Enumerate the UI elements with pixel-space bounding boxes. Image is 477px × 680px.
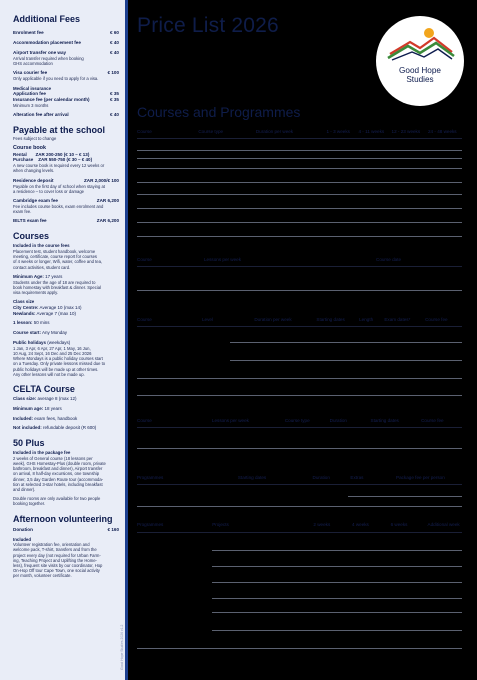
table-header: Course Lessons per week Course date xyxy=(137,252,462,267)
ielts-exam-row: IELTS exam fee ZAR 6,200 xyxy=(13,218,119,224)
logo-line1: Good Hope xyxy=(399,66,441,75)
application-fee-row: Application fee € 35 xyxy=(13,91,119,97)
courses-heading: Courses xyxy=(13,231,50,242)
donation-row: Donation € 160 xyxy=(13,526,119,532)
volunteering-heading: Afternoon volunteering xyxy=(13,513,113,524)
payable-heading: Payable at the school xyxy=(13,125,106,136)
table-online-courses xyxy=(137,252,462,267)
row-rule xyxy=(348,496,462,497)
course-start-row: Course start: Any Monday xyxy=(13,330,68,336)
celta-age-row: Minimum age: 18 years xyxy=(13,405,62,411)
row-rule xyxy=(230,360,462,361)
page-title: Price List 2026 xyxy=(137,14,279,37)
logo-line2: Studies xyxy=(406,75,434,84)
accommodation-fee-row: Accommodation placement fee € 40 xyxy=(13,40,119,45)
table-exam-courses xyxy=(137,312,462,327)
row-rule xyxy=(212,550,462,551)
additional-fees-heading: Additional Fees xyxy=(13,14,81,24)
row-rule xyxy=(137,236,462,237)
logo xyxy=(376,16,464,106)
cambridge-exam-row: Cambridge exam fee ZAR 6,200 xyxy=(13,198,119,204)
newlands-row: Newlands: Average 7 (max 10) xyxy=(13,310,76,316)
sidebar: Additional Fees Enrolment fee € 60 Accommodation placement fee € 40 Airport transfer one way € 40 Arrival transfer required when booking GHS accommodation Visa courier fee € 100 Only applicable if you need to apply for a visa. Medical insurance Application fee € 35 Insurance fee (per calendar month) € 35 Minimum 3 months Alteration fee after arrival € 40 Payable at the school Fees subject to change Course book Rental ZAR 200-250 (€ 10 – € 13) Purchase ZAR 550-750 (€ 30 – € 40) A new course book is required every 12 weeks or when changing levels. Residence deposit ZAR 2,000/€ 100 Payable on the first day of school when staying at a residence – to cover loss or damage Cambridge exam fee ZAR 6,200 Fee includes course books, exam enrolment and exam fee. IELTS exam fee ZAR 6,200 Courses Included in the course fees Placement test, student handbook, welcome meeting, certificate, course report for courses of 4 weeks or longer, Wifi, water, coffee and tea, contact activities, student card. Minimum Age: 17 years Students under the age of 18 are required to book homestay with breakfast & dinner. Special visa requirements apply. Class size City Centre: Average 10 (max 14) Newlands: Average 7 (max 10) 1 lesson: 50 mins Course start: Any Monday Public holidays (weekdays) 1 Jan, 3 Apr, 6 Apr, 27 Apr, 1 May, 16 Jun, 10 Aug, 24 Sept, 16 Dec and 25 Dec 2026 Where Mondays is a public holiday courses start on a Tuesday. Only private lessons missed due to public holidays will be made up at other times. Any other lessons will not be made up. CELTA Course Class size: average 8 (max 12) Minimum age: 18 years Included: exam fees, handbook Not included: refundable deposit (R 600) 50 Plus Included in the package fee 2 weeks of General course (18 lessons per week), GHS Homestay-Plus (double room, private bathroom, breakfast and dinner), Airport transfer on arrival, 8 half-day excursions, one township dinner, 3,5 day Garden Route tour (accommoda- tion at selected 3-star hotels, including breakfast and dinner). Double rooms are only available for two people booking together. Afternoon volunteering Donation € 160 Included Volunteer registration fee, orientation and welcome pack, T-shirt, transfers and from the project every day (not required for Urban Farm- ing, Teaching Project and Uplifting the Home- less), frequent site visits by our coordinator, Hop On-Hop Off tour Cape Town, one social activity per month, volunteer certificate. xyxy=(0,0,128,680)
visa-courier-row: Visa courier fee € 100 xyxy=(13,70,119,76)
row-rule xyxy=(137,448,462,449)
row-rule xyxy=(137,182,462,183)
residence-deposit-row: Residence deposit ZAR 2,000/€ 100 xyxy=(13,177,119,183)
rental-row: Rental ZAR 200-250 (€ 10 – € 13) xyxy=(13,151,90,157)
min-age-row: Minimum Age: 17 years xyxy=(13,273,63,279)
row-rule xyxy=(137,158,462,159)
coursebook-heading: Course book xyxy=(13,144,46,151)
row-rule xyxy=(137,506,462,507)
row-rule xyxy=(137,150,462,151)
insurance-fee-row: Insurance fee (per calendar month) € 35 xyxy=(13,97,119,103)
row-rule xyxy=(212,612,462,613)
table-header: Course Course type Duration per week 1 - 3 weeks 4 - 11 weeks 12 - 23 weeks 24 - 48 weeks xyxy=(137,124,462,139)
table-header: Programmes Starting dates Duration Extras Package fee per person xyxy=(137,470,462,485)
table-header: Programmes Projects 2 weeks 4 weeks 6 weeks Additional week xyxy=(137,516,462,533)
celta-not-included-row: Not included: refundable deposit (R 600) xyxy=(13,425,97,431)
row-rule xyxy=(137,378,462,379)
row-rule xyxy=(137,222,462,223)
purchase-row: Purchase ZAR 550-750 (€ 30 – € 40) xyxy=(13,157,93,163)
row-rule xyxy=(137,168,462,169)
alteration-fee-row: Alteration fee after arrival € 40 xyxy=(13,112,119,118)
courses-heading: Courses and Programmes xyxy=(137,104,301,120)
row-rule xyxy=(137,194,462,195)
logo-mountain-icon xyxy=(376,16,464,66)
city-centre-row: City Centre: Average 10 (max 14) xyxy=(13,304,82,310)
table-general-courses xyxy=(137,124,462,139)
public-holidays-row: Public holidays (weekdays) xyxy=(13,340,71,346)
sidebar-footer: Good Hope Studies 2026 v1.2 xyxy=(120,624,124,670)
row-rule xyxy=(212,598,462,599)
table-volunteering xyxy=(137,516,462,533)
table-fifty-plus xyxy=(137,470,462,485)
row-rule xyxy=(137,395,462,396)
row-rule xyxy=(230,342,462,343)
lesson-row: 1 lesson: 50 mins xyxy=(13,320,50,326)
row-rule xyxy=(212,582,462,583)
row-rule xyxy=(137,208,462,209)
row-rule xyxy=(212,630,462,631)
row-rule xyxy=(137,648,462,649)
celta-heading: CELTA Course xyxy=(13,384,75,395)
enrolment-fee-row: Enrolment fee € 60 xyxy=(13,30,119,35)
fifty-plus-heading: 50 Plus xyxy=(13,438,45,449)
row-rule xyxy=(212,566,462,567)
airport-transfer-row: Airport transfer one way € 40 xyxy=(13,50,119,55)
table-celta-course xyxy=(137,413,462,428)
table-header: Course Lessons per week Course type Duration Starting dates Course fee xyxy=(137,413,462,428)
celta-class-row: Class size: average 8 (max 12) xyxy=(13,396,77,402)
sun-icon xyxy=(424,28,434,38)
table-header: Course Level Duration per week Starting dates Length Exam dates* Course fee xyxy=(137,312,462,327)
celta-included-row: Included: exam fees, handbook xyxy=(13,415,78,421)
medical-insurance-label: Medical insurance xyxy=(13,85,52,91)
row-rule xyxy=(137,290,462,291)
